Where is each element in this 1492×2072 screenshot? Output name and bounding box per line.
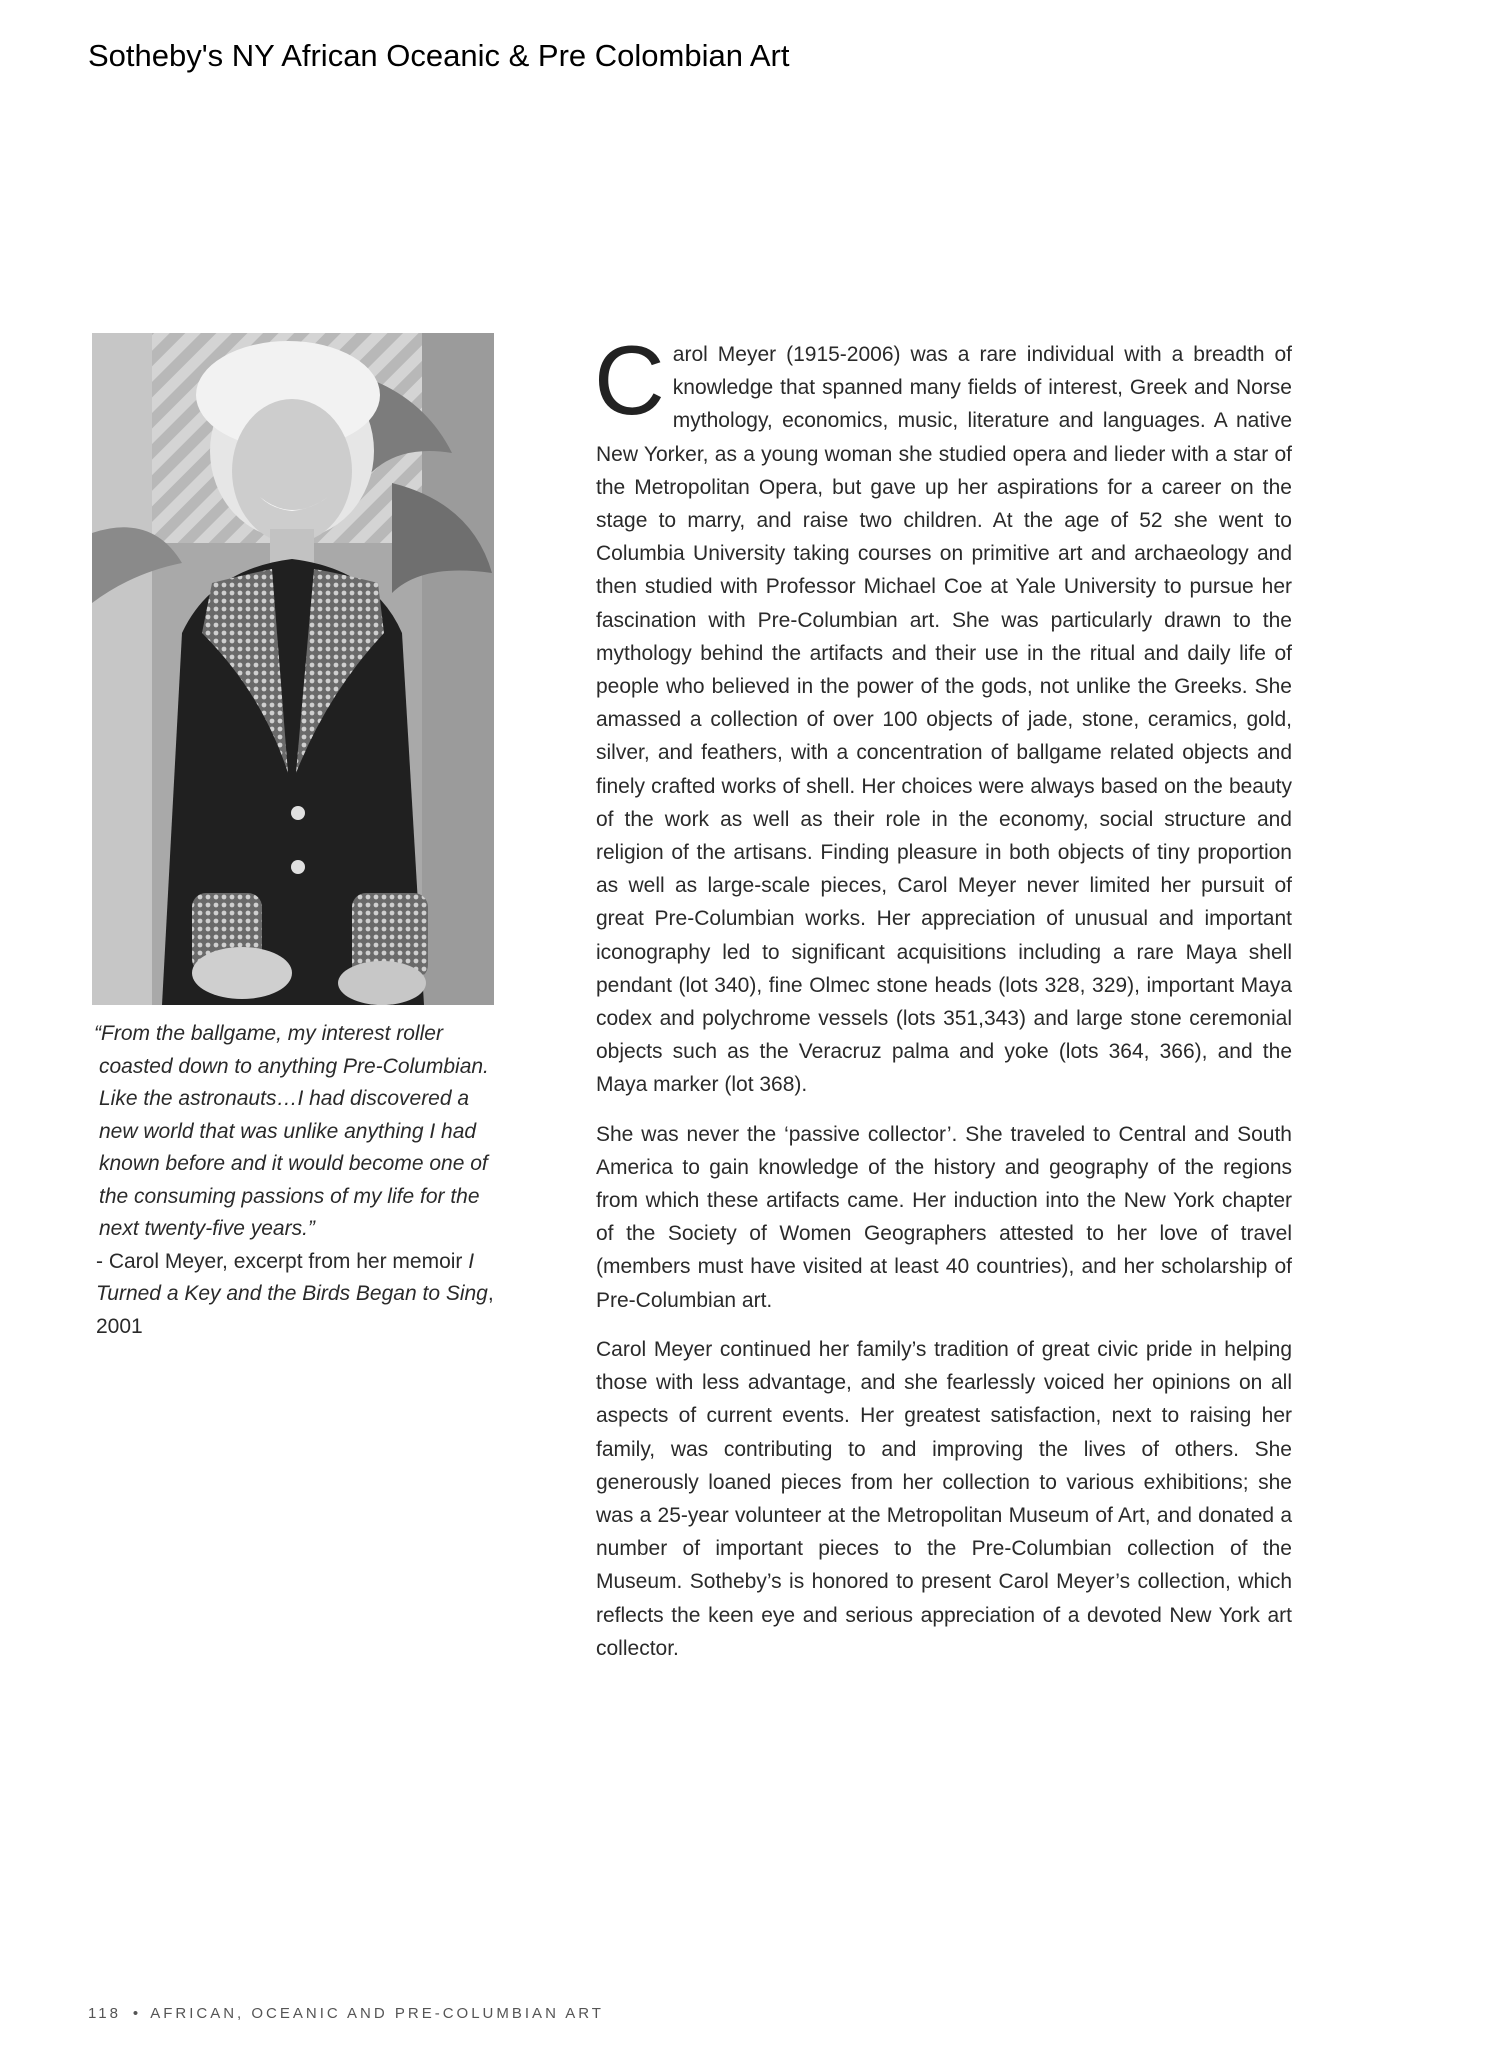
- page-header-title: Sotheby's NY African Oceanic & Pre Colombian Art: [88, 38, 790, 73]
- article-paragraph-1: [594, 325, 1292, 1102]
- footer-bullet: •: [132, 2005, 139, 2022]
- paragraph-1-text: arol Meyer (1915-2006) was a rare individual with a breadth of knowledge that spanned many fields of interest, Greek and Norse mythology, economics, music, literature and languages. A native New Yorker, as a young woman she studied opera and lieder with a star of the Metropolitan Opera, but gave up her aspirations for a career on the stage to marry, and raise two children. At the age of 52 she went to Columbia University taking courses on primitive art and archaeology and then studied with Professor Michael Coe at Yale University to pursue her fascination with Pre-Columbian art. She was particularly drawn to the mythology behind the artifacts and their use in the ritual and daily life of people who believed in the power of the gods, not unlike the Greeks. She amassed a collection of over 100 objects of jade, stone, ceramics, gold, silver, and feathers, with a concentration of ballgame related objects and finely crafted works of shell. Her choices were always based on the beauty of the work as well as their role in the economy, social structure and religion of the artisans. Finding pleasure in both objects of tiny proportion as well as large-scale pieces, Carol Meyer never limited her pursuit of great Pre-Columbian works. Her appreciation of unusual and important iconography led to significant acquisitions including a rare Maya shell pendant (lot 340), fine Olmec stone heads (lots 328, 329), important Maya codex and polychrome vessels (lots 351,343) and large stone ceremonial objects such as the Veracruz palma and yoke (lots 364, 366), and the Maya marker (lot 368).: [596, 343, 1292, 1097]
- drop-cap: C: [594, 325, 665, 435]
- caption-book-title: I Turned a Key and the Birds Began to Sing: [96, 1249, 488, 1305]
- caption-attribution: [94, 1246, 504, 1344]
- portrait-photo: [92, 333, 494, 1005]
- article-paragraph-2: She was never the ‘passive collector’. She traveled to Central and South America to gain knowledge of the history and geography of the regions from which these artifacts came. Her induction into the New York chapter of the Society of Women Geographers attested to her love of travel (members must have visited at least 40 countries), and her scholarship of Pre-Columbian art.: [596, 1122, 1292, 1312]
- page-footer: [88, 2005, 604, 2022]
- article-body: [594, 325, 1292, 1681]
- photo-caption: [94, 1018, 504, 1343]
- article-paragraph-3: Carol Meyer continued her family’s tradition of great civic pride in helping those with less advantage, and she fearlessly voiced her opinions on all aspects of current events. Her greatest satisfaction, next to raising her family, was contributing to and improving the lives of others. She generously loaned pieces from her collection to various exhibitions; she was a 25-year volunteer at the Metropolitan Museum of Art, and donated a number of important pieces to the Pre-Columbian collection of the Museum. Sotheby’s is honored to present Carol Meyer’s collection, which reflects the keen eye and serious appreciation of a devoted New York art collector.: [596, 1337, 1292, 1660]
- caption-quote: “From the ballgame, my interest roller coasted down to anything Pre-Columbian. Like the astronauts…I had discovered a new world that was unlike anything I had known before and it would become one of the consuming passions of my life for the next twenty-five years.”: [94, 1022, 489, 1240]
- footer-section-title: AFRICAN, OCEANIC AND PRE-COLUMBIAN ART: [150, 2005, 604, 2022]
- caption-attribution-prefix: - Carol Meyer, excerpt from her memoir: [96, 1249, 469, 1273]
- caption-attribution-year: , 2001: [96, 1282, 494, 1338]
- page-number: 118: [88, 2005, 121, 2022]
